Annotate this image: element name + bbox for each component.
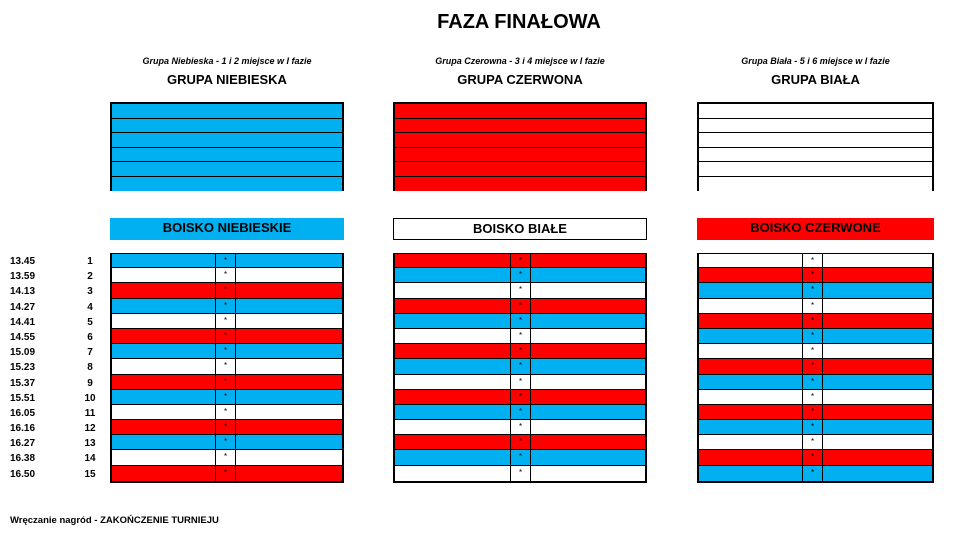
score-separator: * [803, 390, 823, 404]
score-separator: * [216, 359, 236, 373]
team-away-cell [236, 254, 342, 267]
group-team-slot [699, 133, 932, 148]
score-separator: * [511, 283, 531, 297]
match-row [112, 283, 342, 298]
match-number: 8 [87, 362, 93, 374]
team-home-cell [699, 375, 803, 389]
score-separator: * [803, 254, 823, 267]
score-separator: * [511, 390, 531, 404]
score-separator: * [216, 268, 236, 282]
score-separator: * [511, 420, 531, 434]
team-home-cell [395, 420, 511, 434]
team-home-cell [112, 390, 216, 404]
time-row [10, 421, 100, 436]
team-home-cell [112, 405, 216, 419]
team-away-cell [531, 390, 645, 404]
group-team-slot [395, 133, 645, 148]
team-home-cell [395, 405, 511, 419]
group-subtitle-white: Grupa Biała - 5 i 6 miejsce w I fazie [741, 56, 890, 66]
score-separator: * [511, 254, 531, 267]
team-home-cell [699, 405, 803, 419]
match-row [699, 268, 932, 283]
match-row [699, 405, 932, 420]
team-home-cell [395, 435, 511, 449]
team-away-cell [236, 283, 342, 297]
group-subtitle-red: Grupa Czerowna - 3 i 4 miejsce w I fazie [435, 56, 605, 66]
score-separator: * [803, 375, 823, 389]
score-separator: * [803, 420, 823, 434]
team-away-cell [823, 420, 932, 434]
group-team-slot [699, 148, 932, 163]
group-team-slot [112, 119, 342, 134]
match-time: 14.13 [10, 286, 36, 298]
team-away-cell [236, 314, 342, 328]
match-number: 7 [87, 347, 93, 359]
team-away-cell [823, 344, 932, 358]
score-separator: * [511, 344, 531, 358]
group-team-slot [395, 119, 645, 134]
score-separator: * [803, 466, 823, 481]
match-row [699, 299, 932, 314]
team-home-cell [112, 344, 216, 358]
time-row [10, 269, 100, 284]
team-away-cell [823, 359, 932, 373]
team-home-cell [112, 314, 216, 328]
group-name-white: GRUPA BIAŁA [771, 72, 860, 87]
group-box-red [393, 102, 647, 191]
team-away-cell [531, 268, 645, 282]
team-home-cell [395, 254, 511, 267]
team-away-cell [531, 329, 645, 343]
team-away-cell [236, 450, 342, 464]
match-row [395, 466, 645, 481]
team-home-cell [112, 254, 216, 267]
score-separator: * [216, 390, 236, 404]
match-row [112, 268, 342, 283]
group-team-slot [112, 162, 342, 177]
time-row [10, 330, 100, 345]
team-home-cell [395, 314, 511, 328]
footer-note: Wręczanie nagród - ZAKOŃCZENIE TURNIEJU [10, 515, 219, 526]
match-time: 16.05 [10, 407, 36, 419]
score-separator: * [216, 329, 236, 343]
score-separator: * [803, 450, 823, 464]
match-row [699, 420, 932, 435]
match-row [699, 329, 932, 344]
score-separator: * [216, 344, 236, 358]
match-row [699, 283, 932, 298]
match-time: 16.50 [10, 468, 36, 480]
match-row [395, 390, 645, 405]
team-home-cell [112, 299, 216, 313]
time-row [10, 451, 100, 466]
match-time: 15.23 [10, 362, 36, 374]
match-row [112, 375, 342, 390]
group-box-white [697, 102, 934, 191]
team-away-cell [823, 450, 932, 464]
match-row [112, 314, 342, 329]
match-row [395, 359, 645, 374]
match-row [112, 359, 342, 374]
team-away-cell [823, 435, 932, 449]
match-row [395, 375, 645, 390]
group-team-slot [395, 177, 645, 192]
team-home-cell [699, 450, 803, 464]
team-away-cell [236, 390, 342, 404]
score-separator: * [216, 435, 236, 449]
pitch-header-red: BOISKO CZERWONE [697, 218, 934, 240]
team-away-cell [531, 299, 645, 313]
match-row [699, 253, 932, 268]
team-away-cell [823, 299, 932, 313]
team-away-cell [531, 466, 645, 481]
team-away-cell [823, 329, 932, 343]
match-row [112, 466, 342, 481]
team-away-cell [236, 405, 342, 419]
match-number: 3 [87, 286, 93, 298]
team-away-cell [531, 435, 645, 449]
team-home-cell [112, 450, 216, 464]
score-separator: * [216, 420, 236, 434]
score-separator: * [511, 314, 531, 328]
group-subtitle-blue: Grupa Niebieska - 1 i 2 miejsce w I fazie [142, 56, 312, 66]
team-home-cell [112, 268, 216, 282]
match-time: 16.38 [10, 453, 36, 465]
match-number: 13 [84, 438, 96, 450]
team-home-cell [112, 329, 216, 343]
score-separator: * [216, 466, 236, 481]
schedule-blue-pitch [110, 253, 344, 483]
score-separator: * [803, 283, 823, 297]
team-away-cell [531, 344, 645, 358]
match-time: 16.27 [10, 438, 36, 450]
schedule-white-pitch [393, 253, 647, 483]
match-time: 13.59 [10, 271, 36, 283]
time-row [10, 254, 100, 269]
match-time: 15.37 [10, 377, 36, 389]
team-home-cell [395, 344, 511, 358]
match-number: 4 [87, 301, 93, 313]
score-separator: * [511, 329, 531, 343]
match-row [395, 268, 645, 283]
group-name-red: GRUPA CZERWONA [457, 72, 583, 87]
match-number: 15 [84, 468, 96, 480]
team-away-cell [236, 435, 342, 449]
team-away-cell [823, 314, 932, 328]
team-home-cell [395, 466, 511, 481]
score-separator: * [216, 314, 236, 328]
score-separator: * [216, 283, 236, 297]
score-separator: * [803, 405, 823, 419]
team-home-cell [699, 390, 803, 404]
team-home-cell [112, 420, 216, 434]
team-home-cell [395, 329, 511, 343]
match-row [395, 450, 645, 465]
team-away-cell [823, 390, 932, 404]
page-title: FAZA FINAŁOWA [437, 11, 601, 33]
score-separator: * [511, 359, 531, 373]
match-row [112, 450, 342, 465]
group-box-blue [110, 102, 344, 191]
team-home-cell [112, 466, 216, 481]
score-separator: * [216, 299, 236, 313]
match-time: 15.09 [10, 347, 36, 359]
team-home-cell [112, 283, 216, 297]
team-away-cell [236, 299, 342, 313]
team-home-cell [395, 390, 511, 404]
team-home-cell [395, 375, 511, 389]
time-row [10, 436, 100, 451]
match-number: 2 [87, 271, 93, 283]
team-away-cell [531, 375, 645, 389]
time-column [10, 254, 100, 482]
team-away-cell [236, 359, 342, 373]
team-home-cell [112, 375, 216, 389]
match-row [699, 344, 932, 359]
team-home-cell [395, 359, 511, 373]
team-home-cell [699, 359, 803, 373]
score-separator: * [511, 375, 531, 389]
team-away-cell [531, 254, 645, 267]
team-home-cell [699, 466, 803, 481]
match-time: 13.45 [10, 256, 36, 267]
team-away-cell [823, 283, 932, 297]
score-separator: * [511, 405, 531, 419]
score-separator: * [803, 268, 823, 282]
pitch-header-blue: BOISKO NIEBIESKIE [110, 218, 344, 240]
team-away-cell [236, 466, 342, 481]
group-team-slot [395, 162, 645, 177]
match-number: 11 [84, 407, 96, 419]
group-team-slot [699, 119, 932, 134]
match-time: 14.55 [10, 331, 36, 343]
team-away-cell [236, 329, 342, 343]
match-number: 9 [87, 377, 93, 389]
team-away-cell [823, 466, 932, 481]
team-home-cell [699, 283, 803, 297]
match-row [112, 420, 342, 435]
team-home-cell [699, 435, 803, 449]
group-name-blue: GRUPA NIEBIESKA [167, 72, 287, 87]
pitch-header-white: BOISKO BIAŁE [393, 218, 647, 240]
team-away-cell [823, 375, 932, 389]
team-home-cell [699, 254, 803, 267]
time-row [10, 300, 100, 315]
group-team-slot [112, 104, 342, 119]
team-home-cell [395, 299, 511, 313]
score-separator: * [803, 299, 823, 313]
score-separator: * [803, 329, 823, 343]
match-number: 10 [84, 392, 96, 404]
group-team-slot [395, 104, 645, 119]
team-home-cell [699, 268, 803, 282]
match-row [699, 450, 932, 465]
team-away-cell [823, 405, 932, 419]
group-team-slot [395, 148, 645, 163]
schedule-red-pitch [697, 253, 934, 483]
group-team-slot [699, 104, 932, 119]
team-away-cell [531, 450, 645, 464]
team-home-cell [699, 344, 803, 358]
match-row [699, 359, 932, 374]
score-separator: * [511, 299, 531, 313]
match-row [395, 405, 645, 420]
time-row [10, 376, 100, 391]
team-away-cell [531, 405, 645, 419]
team-home-cell [699, 329, 803, 343]
match-row [112, 405, 342, 420]
match-time: 15.51 [10, 392, 36, 404]
time-row [10, 345, 100, 360]
score-separator: * [511, 466, 531, 481]
score-separator: * [511, 450, 531, 464]
team-home-cell [395, 450, 511, 464]
match-row [395, 299, 645, 314]
match-row [395, 420, 645, 435]
team-away-cell [236, 344, 342, 358]
group-team-slot [112, 148, 342, 163]
time-row [10, 284, 100, 299]
team-away-cell [531, 359, 645, 373]
match-number: 5 [87, 316, 93, 328]
match-number: 14 [84, 453, 96, 465]
time-row [10, 391, 100, 406]
match-row [112, 344, 342, 359]
team-home-cell [699, 420, 803, 434]
team-away-cell [531, 314, 645, 328]
match-time: 14.27 [10, 301, 36, 313]
team-home-cell [112, 359, 216, 373]
score-separator: * [803, 314, 823, 328]
match-time: 14.41 [10, 316, 36, 328]
match-row [699, 390, 932, 405]
match-row [699, 314, 932, 329]
team-away-cell [531, 420, 645, 434]
team-away-cell [823, 254, 932, 267]
group-team-slot [112, 177, 342, 192]
team-home-cell [395, 283, 511, 297]
score-separator: * [803, 435, 823, 449]
match-number: 12 [84, 423, 96, 435]
score-separator: * [511, 435, 531, 449]
match-number: 6 [87, 331, 93, 343]
score-separator: * [216, 375, 236, 389]
match-row [395, 344, 645, 359]
match-row [112, 329, 342, 344]
team-away-cell [236, 420, 342, 434]
group-team-slot [112, 133, 342, 148]
team-away-cell [236, 268, 342, 282]
match-row [699, 466, 932, 481]
time-row [10, 360, 100, 375]
score-separator: * [511, 268, 531, 282]
match-row [395, 253, 645, 268]
score-separator: * [216, 254, 236, 267]
match-row [395, 329, 645, 344]
time-row [10, 315, 100, 330]
match-time: 16.16 [10, 423, 36, 435]
group-team-slot [699, 177, 932, 192]
match-row [699, 375, 932, 390]
team-home-cell [395, 268, 511, 282]
time-row [10, 406, 100, 421]
group-team-slot [699, 162, 932, 177]
match-row [699, 435, 932, 450]
team-home-cell [699, 314, 803, 328]
score-separator: * [803, 359, 823, 373]
team-away-cell [531, 283, 645, 297]
team-home-cell [699, 299, 803, 313]
match-row [112, 390, 342, 405]
match-number: 1 [87, 256, 93, 267]
match-row [395, 283, 645, 298]
match-row [112, 299, 342, 314]
match-row [395, 435, 645, 450]
team-away-cell [823, 268, 932, 282]
score-separator: * [216, 405, 236, 419]
team-away-cell [236, 375, 342, 389]
match-row [112, 253, 342, 268]
score-separator: * [216, 450, 236, 464]
match-row [112, 435, 342, 450]
score-separator: * [803, 344, 823, 358]
team-home-cell [112, 435, 216, 449]
match-row [395, 314, 645, 329]
time-row [10, 467, 100, 482]
